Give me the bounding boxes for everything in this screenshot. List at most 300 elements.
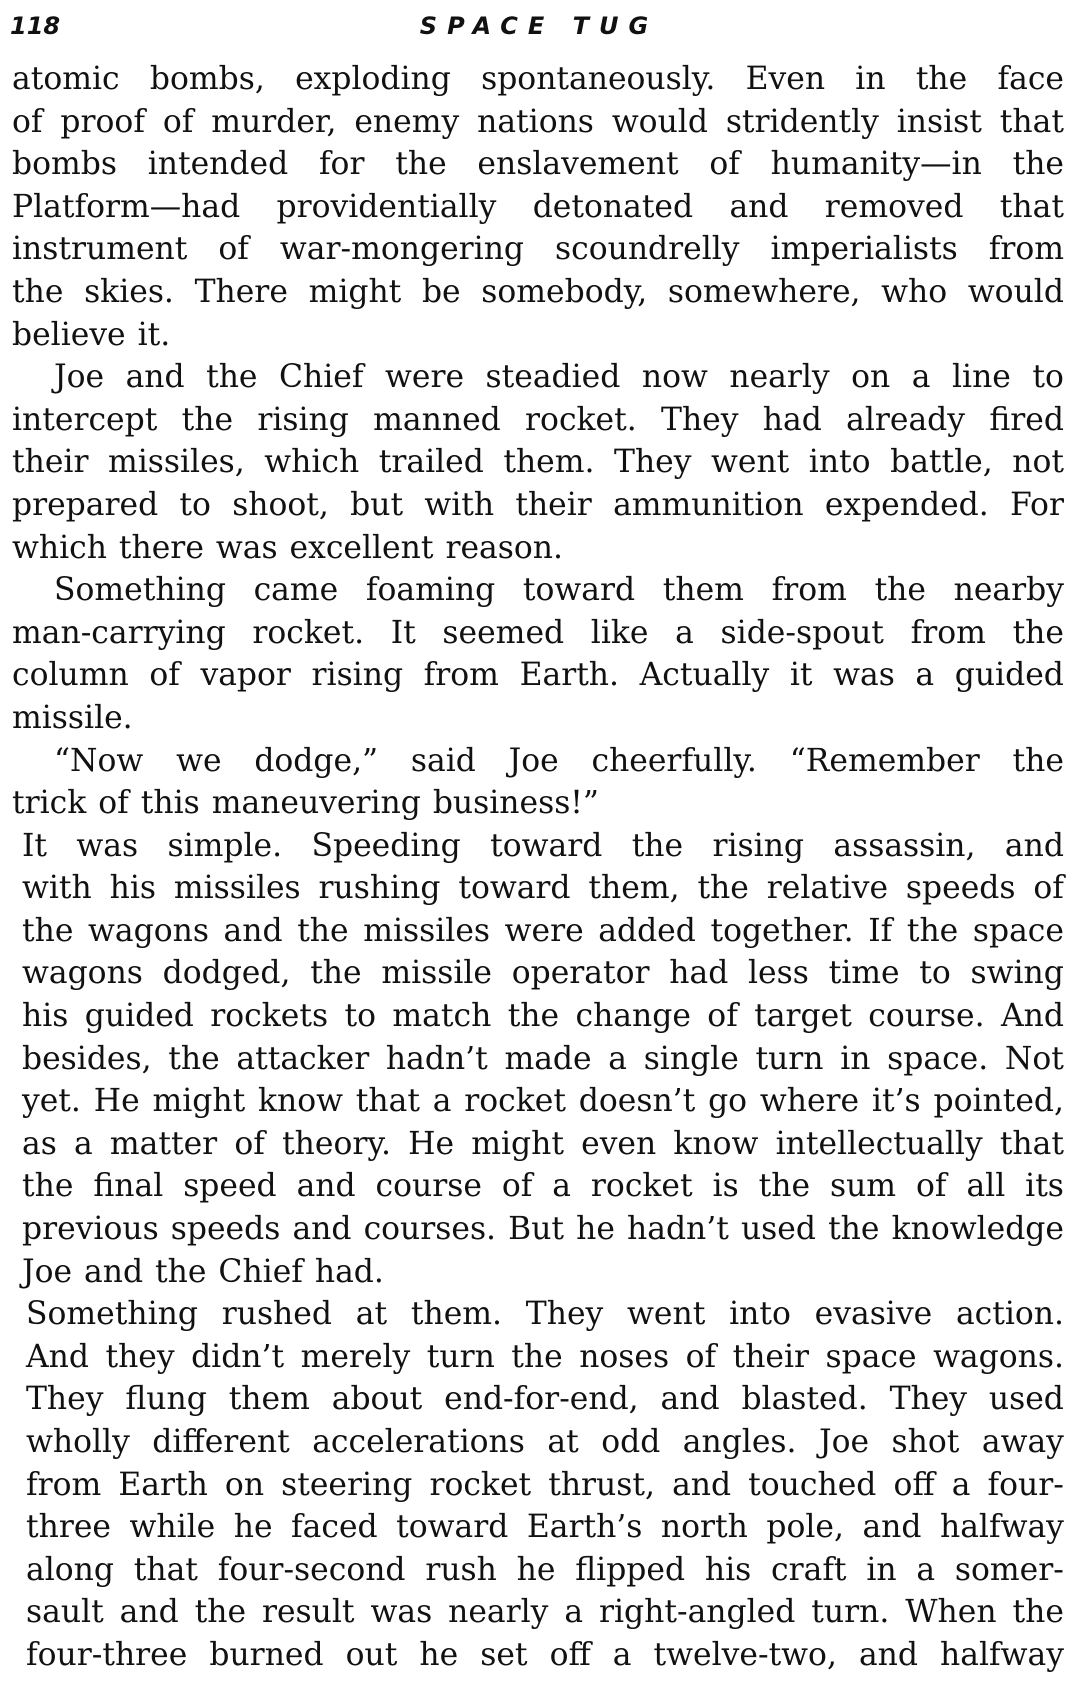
word: somer- bbox=[954, 1551, 1064, 1588]
word: toward bbox=[490, 827, 603, 864]
word: go bbox=[708, 1083, 748, 1120]
word: from bbox=[771, 572, 847, 609]
word: and bbox=[729, 188, 789, 225]
word: of bbox=[162, 103, 194, 140]
word: action. bbox=[955, 1296, 1064, 1333]
word: rocket bbox=[590, 1168, 693, 1205]
word: and bbox=[223, 912, 283, 949]
text-line bbox=[12, 952, 1064, 995]
word: toward bbox=[458, 870, 571, 907]
word: them. bbox=[410, 1296, 503, 1333]
text-line bbox=[12, 612, 1064, 655]
word: a bbox=[432, 1083, 452, 1120]
word: the bbox=[758, 1168, 811, 1205]
book-title: SPACE TUG bbox=[419, 12, 659, 40]
word: courses. bbox=[363, 1211, 497, 1248]
word: the bbox=[507, 998, 560, 1035]
word: Earth bbox=[118, 1466, 208, 1503]
text-line bbox=[12, 1208, 1064, 1251]
word: his bbox=[704, 1551, 752, 1588]
word: that bbox=[999, 188, 1064, 225]
word: the bbox=[1012, 146, 1064, 183]
word: them bbox=[662, 572, 744, 609]
text-line bbox=[12, 1421, 1064, 1464]
text-line bbox=[12, 101, 1064, 144]
word: When bbox=[905, 1594, 997, 1631]
word: his bbox=[109, 870, 156, 907]
word: Something bbox=[54, 572, 226, 609]
word: And bbox=[1001, 998, 1064, 1035]
word: the bbox=[181, 401, 234, 438]
word: of bbox=[12, 103, 43, 140]
word: imperialists bbox=[770, 231, 958, 268]
word: who bbox=[881, 273, 948, 310]
word: he bbox=[419, 1636, 459, 1673]
word: evasive bbox=[814, 1296, 933, 1333]
word: that bbox=[133, 1551, 198, 1588]
word: along bbox=[26, 1551, 114, 1588]
word: less bbox=[748, 955, 809, 992]
word: Something bbox=[26, 1296, 198, 1333]
word: four-second bbox=[217, 1551, 406, 1588]
word: the bbox=[395, 146, 447, 183]
word: intercept bbox=[12, 401, 158, 438]
word: Joe bbox=[54, 359, 105, 396]
word: Earth. bbox=[519, 657, 620, 694]
word: shot bbox=[891, 1424, 960, 1460]
text-line bbox=[12, 1549, 1064, 1592]
word: a bbox=[552, 1168, 571, 1205]
word: the bbox=[874, 572, 926, 609]
text-line bbox=[12, 867, 1064, 910]
word: different bbox=[152, 1424, 290, 1460]
word: humanity—in bbox=[770, 146, 982, 183]
running-head bbox=[10, 6, 1050, 46]
word: He bbox=[408, 1125, 455, 1162]
word: speeds bbox=[905, 870, 1016, 907]
word: ammunition bbox=[613, 486, 804, 523]
word: it bbox=[789, 657, 813, 694]
word: them. bbox=[503, 444, 595, 481]
word: bombs bbox=[12, 146, 117, 183]
word: vapor bbox=[200, 657, 291, 694]
word: a bbox=[951, 1466, 971, 1503]
word: wagons bbox=[88, 912, 209, 949]
word: rocket. bbox=[525, 401, 637, 438]
word: said bbox=[410, 742, 476, 779]
word: the bbox=[22, 1168, 74, 1205]
word: that bbox=[355, 1083, 420, 1120]
word: the bbox=[297, 912, 349, 949]
word: even bbox=[581, 1125, 657, 1162]
word: twelve-two, bbox=[653, 1636, 837, 1673]
word: it’s bbox=[871, 1083, 921, 1120]
word: had bbox=[669, 955, 729, 992]
word: thrust, bbox=[548, 1466, 655, 1503]
word: that bbox=[999, 103, 1064, 140]
word: wagons bbox=[22, 955, 143, 992]
word: doesn’t bbox=[578, 1083, 696, 1120]
word: is bbox=[712, 1168, 739, 1205]
word: course bbox=[375, 1168, 482, 1205]
word: attacker bbox=[236, 1040, 370, 1077]
word: flung bbox=[125, 1381, 207, 1418]
word: while bbox=[129, 1509, 216, 1546]
word: change bbox=[575, 998, 691, 1035]
word: in bbox=[840, 1040, 871, 1077]
word: time bbox=[828, 955, 900, 992]
word: yet. bbox=[22, 1083, 81, 1120]
text-line bbox=[12, 569, 1064, 612]
word: which bbox=[264, 444, 360, 481]
word: didn’t bbox=[191, 1338, 285, 1375]
word: stridently bbox=[725, 103, 879, 140]
word: dodge,” bbox=[254, 742, 379, 779]
word: might bbox=[152, 1083, 246, 1120]
word: wholly bbox=[26, 1424, 130, 1460]
word: expended. bbox=[824, 486, 989, 523]
word: from bbox=[423, 657, 499, 694]
word: the bbox=[1012, 742, 1064, 779]
word: detonated bbox=[532, 188, 694, 225]
word: the bbox=[12, 273, 64, 310]
text-line bbox=[12, 1293, 1064, 1336]
word: match bbox=[392, 998, 492, 1035]
word: It bbox=[390, 614, 416, 651]
word: flipped bbox=[575, 1551, 686, 1588]
word: a bbox=[675, 614, 694, 651]
word: They bbox=[661, 401, 739, 438]
word: their bbox=[12, 444, 89, 481]
word: at bbox=[547, 1424, 579, 1460]
word: and bbox=[296, 1168, 356, 1205]
word: the bbox=[310, 955, 362, 992]
word: theory. bbox=[282, 1125, 391, 1162]
word: of bbox=[234, 1125, 265, 1162]
word: know bbox=[673, 1125, 759, 1162]
word: of bbox=[707, 998, 738, 1035]
word: a bbox=[915, 657, 935, 694]
word: together. bbox=[710, 912, 854, 949]
text-line bbox=[12, 1123, 1064, 1166]
word: They bbox=[889, 1381, 968, 1418]
text-line bbox=[12, 1634, 1064, 1677]
word: providentially bbox=[276, 188, 497, 225]
word: from bbox=[910, 614, 986, 651]
text-line bbox=[12, 356, 1064, 399]
word: made bbox=[504, 1040, 592, 1077]
word: enslavement bbox=[477, 146, 679, 183]
word: matter bbox=[109, 1125, 218, 1162]
word: manned bbox=[373, 401, 501, 438]
word: from bbox=[26, 1466, 102, 1503]
word: skies. bbox=[84, 273, 174, 310]
word: besides, bbox=[22, 1040, 152, 1077]
word: result bbox=[261, 1594, 355, 1631]
word: steering bbox=[281, 1466, 413, 1503]
word: rushed bbox=[221, 1296, 332, 1333]
text-line: trick of this maneuvering business!” bbox=[12, 785, 599, 822]
word: out bbox=[345, 1636, 398, 1673]
word: noses bbox=[579, 1338, 670, 1375]
word: They bbox=[614, 444, 692, 481]
word: Not bbox=[1004, 1040, 1064, 1077]
word: missile bbox=[381, 955, 493, 992]
word: a bbox=[916, 1551, 936, 1588]
word: seemed bbox=[442, 614, 565, 651]
text-line bbox=[12, 1038, 1064, 1081]
word: used bbox=[988, 1381, 1064, 1418]
word: would bbox=[967, 273, 1064, 310]
word: with bbox=[22, 870, 92, 907]
word: but bbox=[350, 486, 404, 523]
word: instrument bbox=[12, 231, 188, 268]
word: a bbox=[608, 1040, 628, 1077]
word: turn bbox=[426, 1338, 495, 1375]
text-line bbox=[12, 740, 1064, 783]
word: all bbox=[966, 1168, 1006, 1205]
word: prepared bbox=[12, 486, 159, 523]
word: to bbox=[179, 486, 211, 523]
word: he bbox=[576, 1211, 615, 1248]
word: target bbox=[754, 998, 852, 1035]
text-line bbox=[12, 271, 1064, 314]
word: hadn’t bbox=[627, 1211, 729, 1248]
word: that bbox=[999, 1125, 1064, 1162]
word: to bbox=[1032, 359, 1064, 396]
word: their bbox=[732, 1338, 810, 1375]
text-line: missile. bbox=[12, 699, 133, 736]
word: shoot, bbox=[232, 486, 329, 523]
word: accelerations bbox=[312, 1424, 525, 1460]
word: If bbox=[868, 912, 893, 949]
word: off bbox=[893, 1466, 935, 1503]
word: was bbox=[370, 1594, 433, 1631]
word: rocket bbox=[464, 1083, 566, 1120]
word: had bbox=[762, 401, 822, 438]
word: from bbox=[988, 231, 1064, 268]
word: turn bbox=[755, 1040, 824, 1077]
word: guided bbox=[84, 998, 194, 1035]
word: might bbox=[471, 1125, 564, 1162]
word: cheerfully. bbox=[591, 742, 757, 779]
word: scoundrelly bbox=[555, 231, 740, 268]
word: a bbox=[74, 1125, 93, 1162]
word: of bbox=[685, 1338, 717, 1375]
word: knowledge bbox=[891, 1211, 1064, 1248]
word: angles. bbox=[682, 1424, 797, 1460]
word: nations bbox=[477, 103, 594, 140]
word: rockets bbox=[210, 998, 329, 1035]
word: north bbox=[660, 1509, 748, 1546]
word: They bbox=[525, 1296, 604, 1333]
word: set bbox=[480, 1636, 528, 1673]
word: rushing bbox=[318, 870, 441, 907]
word: guided bbox=[954, 657, 1064, 694]
word: would bbox=[611, 103, 708, 140]
word: rocket bbox=[429, 1466, 532, 1503]
word: the bbox=[511, 1338, 563, 1375]
word: removed bbox=[824, 188, 964, 225]
word: halfway bbox=[940, 1636, 1064, 1673]
word: halfway bbox=[939, 1509, 1064, 1546]
word: not bbox=[1012, 444, 1064, 481]
word: in bbox=[866, 1551, 897, 1588]
word: pole, bbox=[766, 1509, 844, 1546]
word: and bbox=[660, 1381, 720, 1418]
word: blasted. bbox=[741, 1381, 868, 1418]
word: about bbox=[331, 1381, 423, 1418]
word: rocket. bbox=[252, 614, 365, 651]
word: right-angled bbox=[599, 1594, 796, 1631]
text-line bbox=[12, 143, 1064, 186]
text-line: Joe and the Chief had. bbox=[22, 1253, 384, 1290]
word: “Now bbox=[54, 742, 144, 779]
text-line bbox=[12, 484, 1064, 527]
word: already bbox=[846, 401, 966, 438]
word: the bbox=[1012, 614, 1064, 651]
word: of bbox=[218, 231, 249, 268]
word: and bbox=[119, 1594, 179, 1631]
word: like bbox=[590, 614, 649, 651]
word: nearby bbox=[953, 572, 1064, 609]
word: single bbox=[643, 1040, 739, 1077]
word: them bbox=[228, 1381, 310, 1418]
word: Platform—had bbox=[12, 188, 241, 225]
word: missiles bbox=[173, 870, 301, 907]
word: and bbox=[1004, 827, 1064, 864]
word: burned bbox=[209, 1636, 324, 1673]
word: He bbox=[93, 1083, 140, 1120]
word: might bbox=[308, 273, 402, 310]
word: intended bbox=[147, 146, 289, 183]
word: enemy bbox=[354, 103, 460, 140]
text-line bbox=[12, 825, 1064, 868]
word: of bbox=[915, 1168, 947, 1205]
text-line bbox=[12, 1591, 1064, 1634]
word: the bbox=[697, 870, 749, 907]
word: he bbox=[516, 1551, 556, 1588]
text-line bbox=[12, 399, 1064, 442]
word: speeds bbox=[170, 1211, 281, 1248]
word: swing bbox=[970, 955, 1064, 992]
word: on bbox=[224, 1466, 265, 1503]
word: into bbox=[729, 1296, 791, 1333]
word: previous bbox=[22, 1211, 159, 1248]
word: of bbox=[1033, 870, 1064, 907]
word: the bbox=[1012, 1594, 1064, 1631]
word: to bbox=[344, 998, 376, 1035]
word: Joe bbox=[508, 742, 559, 779]
word: operator bbox=[511, 955, 650, 992]
word: went bbox=[711, 444, 790, 481]
word: where bbox=[759, 1083, 860, 1120]
word: toward bbox=[396, 1509, 509, 1546]
word: touched bbox=[748, 1466, 877, 1503]
word: man-carrying bbox=[12, 614, 226, 651]
word: space. bbox=[887, 1040, 989, 1077]
word: with bbox=[424, 486, 495, 523]
word: foaming bbox=[365, 572, 496, 609]
text-line bbox=[12, 186, 1064, 229]
word: For bbox=[1009, 486, 1064, 523]
word: side-spout bbox=[720, 614, 884, 651]
word: pointed, bbox=[933, 1083, 1064, 1120]
word: merely bbox=[300, 1338, 411, 1375]
word: its bbox=[1025, 1168, 1064, 1205]
text-line: which there was excellent reason. bbox=[12, 529, 563, 566]
word: “Remember bbox=[789, 742, 980, 779]
word: odd bbox=[601, 1424, 661, 1460]
word: and bbox=[292, 1211, 352, 1248]
word: be bbox=[421, 273, 461, 310]
body-text bbox=[12, 58, 1064, 1677]
word: Even bbox=[745, 61, 826, 97]
word: hadn’t bbox=[385, 1040, 488, 1077]
text-line bbox=[12, 58, 1064, 101]
word: the bbox=[206, 359, 258, 396]
word: was bbox=[833, 657, 895, 694]
word: at bbox=[355, 1296, 388, 1333]
word: exploding bbox=[295, 61, 451, 97]
word: line bbox=[952, 359, 1011, 396]
text-line bbox=[12, 1080, 1064, 1123]
word: were bbox=[385, 359, 465, 396]
word: used bbox=[740, 1211, 816, 1248]
word: four- bbox=[987, 1466, 1064, 1503]
word: the bbox=[168, 1040, 220, 1077]
word: they bbox=[105, 1338, 175, 1375]
text-line bbox=[12, 228, 1064, 271]
word: now bbox=[641, 359, 708, 396]
word: and bbox=[862, 1509, 922, 1546]
word: end-for-end, bbox=[444, 1381, 639, 1418]
word: of bbox=[709, 146, 740, 183]
word: space bbox=[972, 912, 1064, 949]
word: rising bbox=[257, 401, 349, 438]
word: rush bbox=[425, 1551, 497, 1588]
word: to bbox=[919, 955, 951, 992]
word: battle, bbox=[890, 444, 993, 481]
word: speed bbox=[183, 1168, 277, 1205]
text-line bbox=[12, 995, 1064, 1038]
word: the bbox=[906, 912, 959, 949]
word: a bbox=[564, 1594, 584, 1631]
word: the bbox=[194, 1594, 247, 1631]
word: the bbox=[22, 912, 74, 949]
word: the bbox=[631, 827, 684, 864]
word: nearly bbox=[729, 359, 830, 396]
word: the bbox=[915, 61, 968, 97]
word: and bbox=[672, 1466, 732, 1503]
word: three bbox=[26, 1509, 111, 1546]
word: It bbox=[22, 827, 48, 864]
word: spontaneously. bbox=[481, 61, 716, 97]
word: Earth’s bbox=[526, 1509, 643, 1546]
word: simple. bbox=[167, 827, 283, 864]
text-line bbox=[12, 1464, 1064, 1507]
word: in bbox=[855, 61, 886, 97]
word: for bbox=[318, 146, 365, 183]
word: somewhere, bbox=[667, 273, 861, 310]
word: them, bbox=[588, 870, 680, 907]
word: came bbox=[253, 572, 339, 609]
word: There bbox=[194, 273, 288, 310]
word: insist bbox=[896, 103, 982, 140]
word: column bbox=[12, 657, 129, 694]
text-line bbox=[12, 1378, 1064, 1421]
word: space bbox=[825, 1338, 917, 1375]
